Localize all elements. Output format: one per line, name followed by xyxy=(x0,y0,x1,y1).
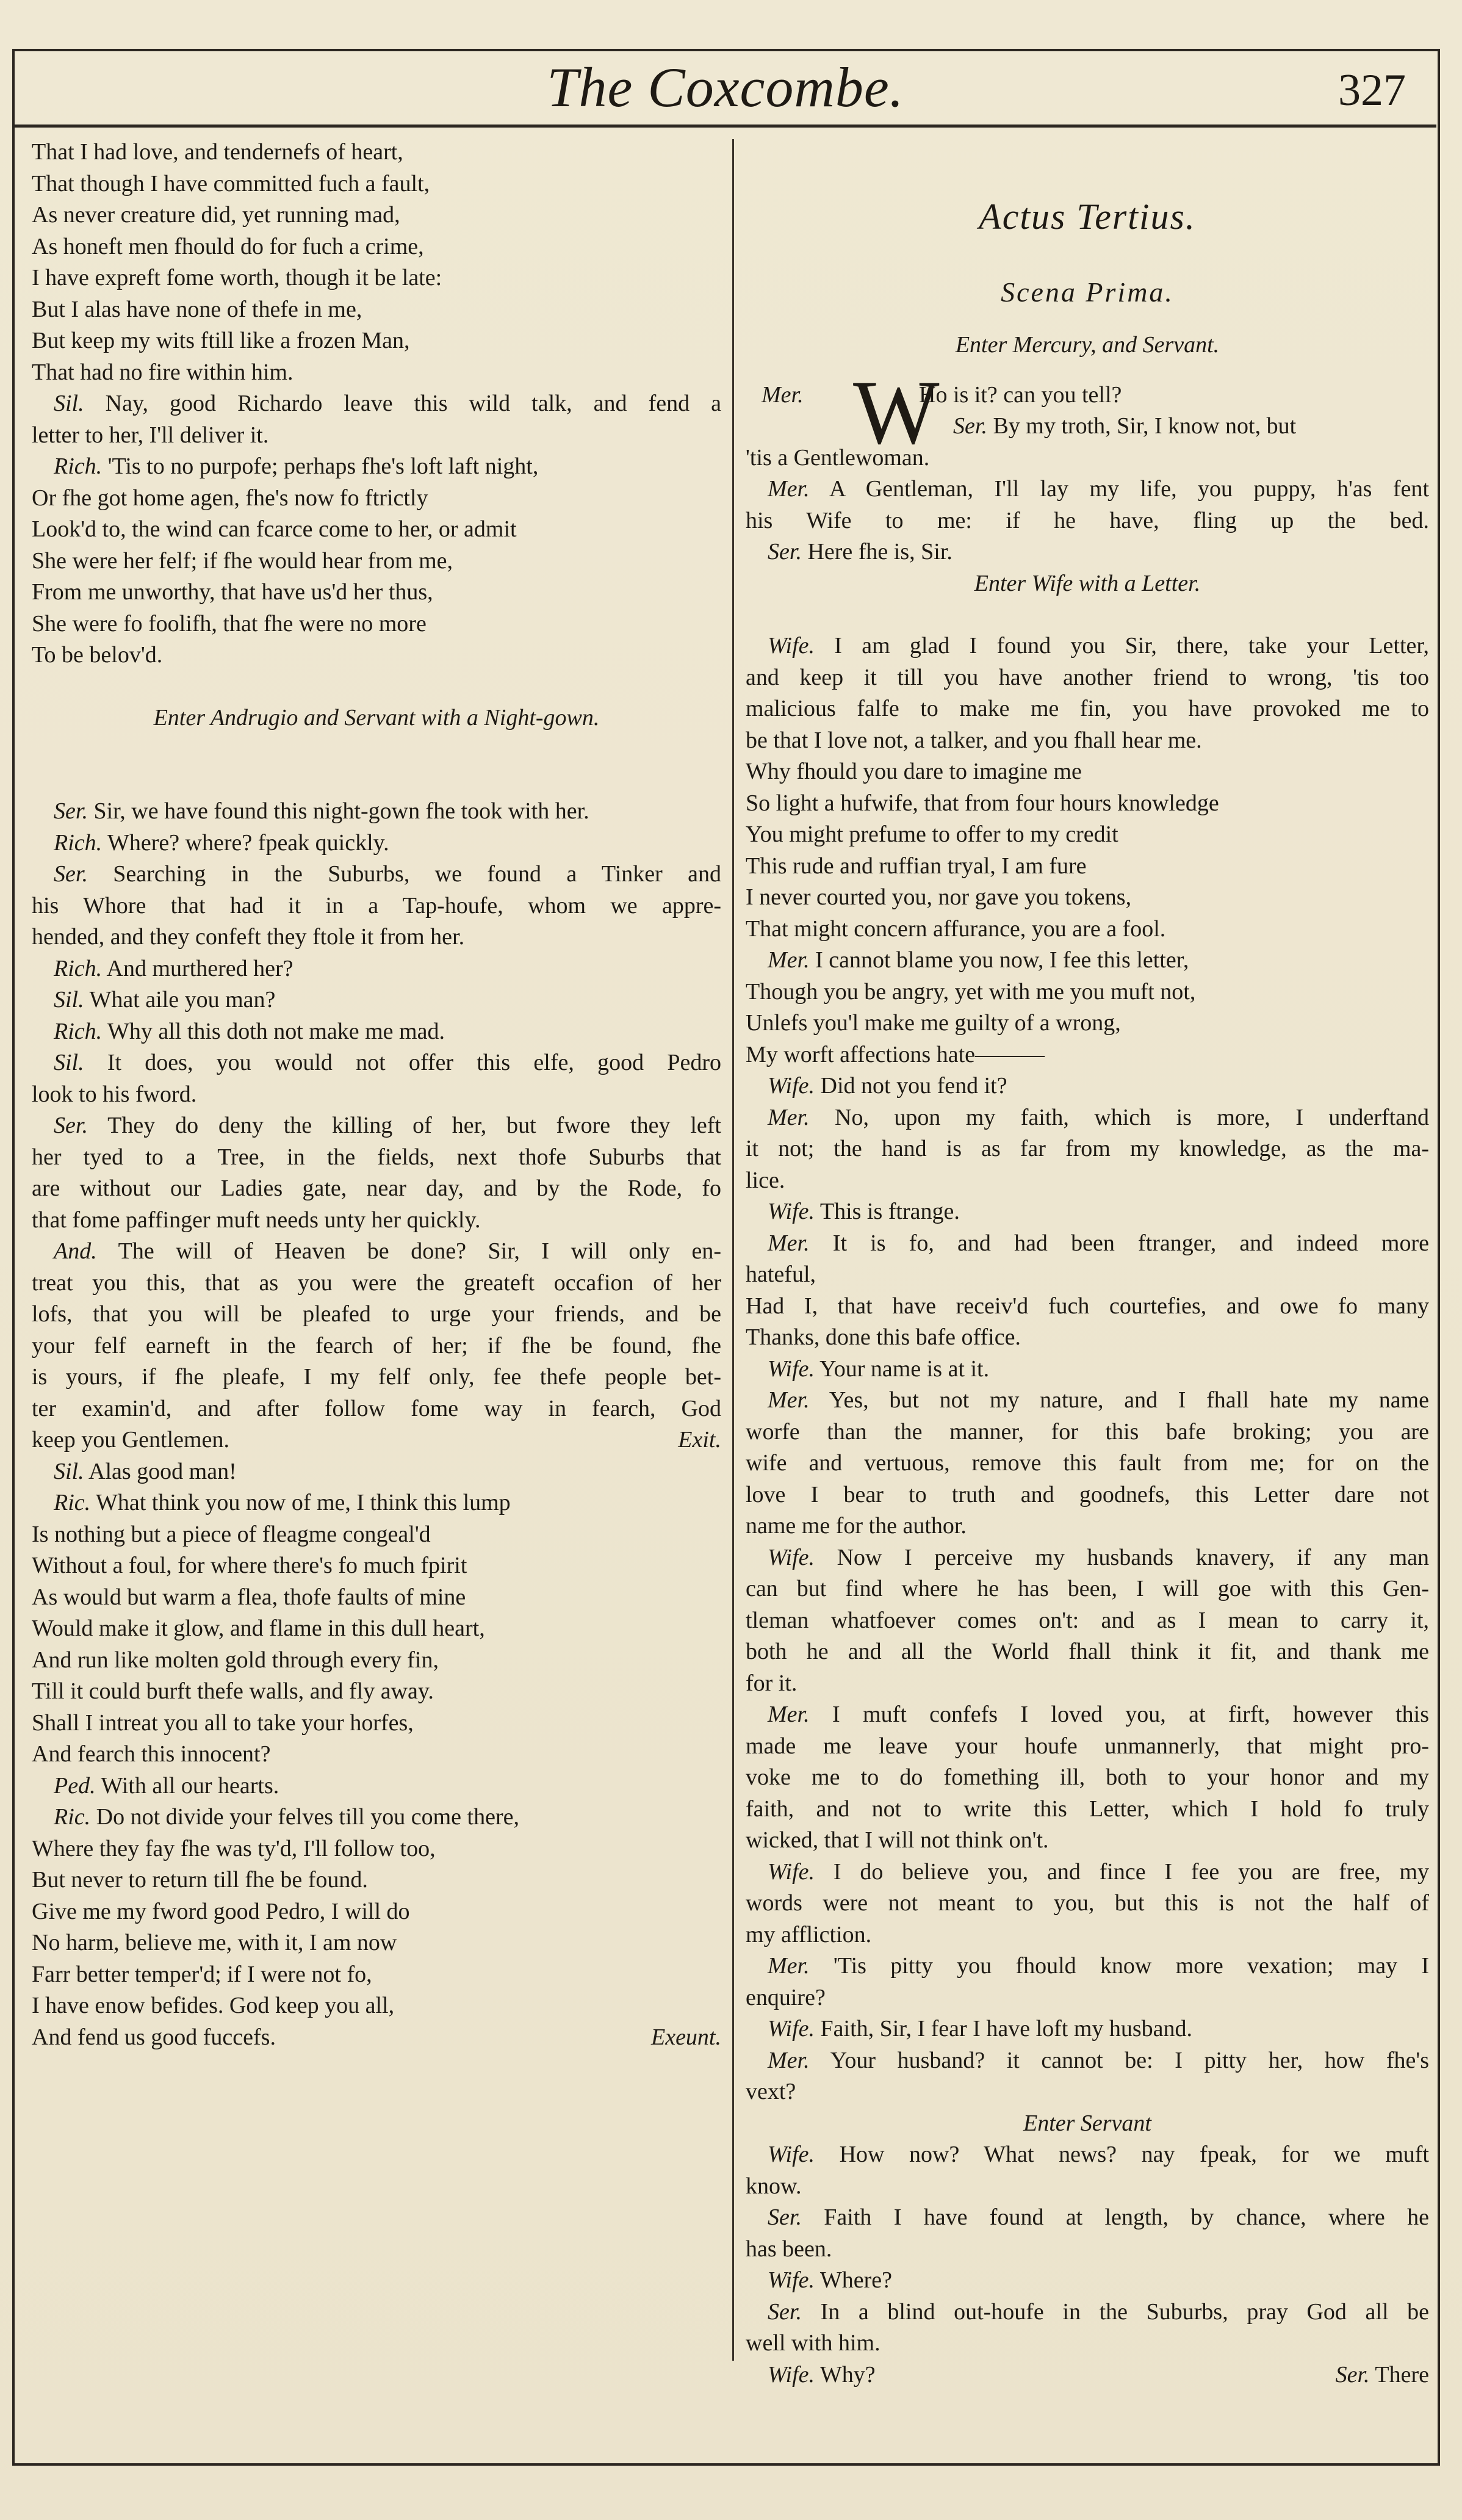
text-line xyxy=(746,1857,1429,1888)
text-line xyxy=(32,890,721,922)
text-line xyxy=(746,1919,1429,1951)
speech: Did not you fend it? xyxy=(820,1073,1007,1099)
act-heading: Actus Tertius. xyxy=(979,197,1196,237)
running-header xyxy=(15,51,1436,128)
speech: ter examin'd, and after follow fome way in fearch, God xyxy=(32,1395,721,1421)
drop-capital: W xyxy=(853,361,940,463)
text-line xyxy=(32,922,721,953)
text-line xyxy=(746,1542,1429,1574)
speech: As honeft men fhould do for fuch a crime, xyxy=(32,233,424,259)
speech: are without our Ladies gate, near day, and by the Rode, fo xyxy=(32,1175,721,1201)
text-line xyxy=(32,828,721,859)
speech: lofs, that you will be pleafed to urge your friends, and be xyxy=(32,1301,721,1327)
speech: As never creature did, yet running mad, xyxy=(32,202,400,228)
text-line xyxy=(746,1573,1429,1605)
text-line xyxy=(746,1070,1429,1102)
scene-heading: Scena Prima. xyxy=(1001,276,1174,308)
text-line xyxy=(746,1102,1429,1134)
speaker: Wife. xyxy=(768,2016,815,2042)
speech: lice. xyxy=(746,1167,785,1193)
speech: That might concern affurance, you are a fool. xyxy=(746,915,1166,942)
speech: I am glad I found you Sir, there, take your Letter, xyxy=(834,633,1429,659)
text-line xyxy=(746,1165,1429,1197)
text-line xyxy=(746,630,1429,662)
speech: name me for the author. xyxy=(746,1513,967,1539)
speech: What aile you man? xyxy=(89,987,276,1013)
text-line xyxy=(32,451,721,483)
text-line xyxy=(746,2076,1429,2108)
speaker: Wife. xyxy=(768,2361,815,2388)
text-line xyxy=(746,474,1429,505)
speech: voke me to do fomething ill, both to your honor and my xyxy=(746,1764,1429,1790)
text-line xyxy=(32,294,721,326)
text-line xyxy=(746,1699,1429,1731)
speech: I do believe you, and fince I fee you are free, my xyxy=(833,1858,1429,1885)
speech: To be belov'd. xyxy=(32,642,163,668)
speech: Farr better temper'd; if I were not fo, xyxy=(32,1961,372,1987)
text-line xyxy=(746,1825,1429,1857)
text-line xyxy=(32,1927,721,1959)
text-line xyxy=(32,1456,721,1488)
speaker: Mer. xyxy=(768,1387,810,1413)
text-line xyxy=(32,1079,721,1111)
text-line xyxy=(746,536,1429,568)
speech: has been. xyxy=(746,2236,832,2262)
text-line xyxy=(746,882,1429,914)
speech: wife and vertuous, remove this fault from me; for on the xyxy=(746,1450,1429,1476)
blank-line xyxy=(32,734,721,765)
speaker: Wife. xyxy=(768,1544,815,1570)
speech: Where they fay fhe was ty'd, I'll follow too, xyxy=(32,1835,436,1861)
speech: know. xyxy=(746,2173,802,2199)
text-line xyxy=(746,945,1429,977)
speech: My worft affections hate——— xyxy=(746,1041,1045,1067)
speech: Or fhe got home agen, fhe's now fo ftrictly xyxy=(32,485,428,511)
speech: Nay, good Richardo leave this wild talk, and fend a xyxy=(105,391,722,416)
text-line xyxy=(32,231,721,263)
speech: Give me my fword good Pedro, I will do xyxy=(32,1898,410,1924)
text-line xyxy=(32,420,721,452)
speech: worfe than the manner, for this bafe broking; you are xyxy=(746,1418,1429,1445)
text-line xyxy=(746,1636,1429,1668)
speech: keep you Gentlemen. xyxy=(32,1427,229,1453)
text-line xyxy=(32,388,721,420)
text-line xyxy=(746,914,1429,945)
speech: can but find where he has been, I will goe with this Gen- xyxy=(746,1576,1429,1601)
exit-direction: Exit. xyxy=(678,1427,721,1453)
text-line xyxy=(746,2265,1429,2297)
dropcap-line-1 xyxy=(762,380,804,411)
speech: It does, you would not offer this elfe, good Pedro xyxy=(107,1050,721,1075)
text-line xyxy=(746,1888,1429,1919)
text-line xyxy=(32,1582,721,1614)
text-line xyxy=(746,1951,1429,1982)
text-line xyxy=(32,1268,721,1299)
text-line xyxy=(746,1291,1429,1323)
text-line xyxy=(32,1833,721,1865)
text-line xyxy=(746,2139,1429,2171)
speaker: Mer. xyxy=(768,1702,810,1727)
blank-line xyxy=(32,765,721,796)
speaker: Mer. xyxy=(768,1104,810,1130)
text-line xyxy=(746,2359,1429,2391)
text-line xyxy=(32,1173,721,1205)
speech: Thanks, done this bafe office. xyxy=(746,1324,1021,1350)
text-line xyxy=(746,1385,1429,1417)
speaker: Ser. xyxy=(54,861,88,887)
column-rule xyxy=(732,139,734,2361)
text-line xyxy=(32,1645,721,1677)
speech: hended, and they confeft they ftole it from her. xyxy=(32,924,465,950)
speaker: Sil. xyxy=(54,391,84,416)
speaker: Wife. xyxy=(768,1858,815,1885)
speech: Where? where? fpeak quickly. xyxy=(107,829,389,856)
speaker: Ser. xyxy=(768,2298,802,2325)
text-line xyxy=(32,1424,721,1456)
text-line xyxy=(32,1236,721,1268)
text-line xyxy=(746,2234,1429,2265)
speech: be that I love not, a talker, and you fhall hear me. xyxy=(746,727,1202,753)
dropcap-line-1-text: Ho is it? can you tell? xyxy=(919,381,1122,408)
speech: What think you now of me, I think this lump xyxy=(95,1490,511,1515)
text-line xyxy=(746,1228,1429,1260)
speech: A Gentleman, I'll lay my life, you puppy, h'as fent xyxy=(829,476,1430,502)
text-line xyxy=(746,1731,1429,1763)
speech: Now I perceive my husbands knavery, if any man xyxy=(837,1544,1430,1570)
text-line xyxy=(32,608,721,640)
speech: Why? xyxy=(819,2361,876,2388)
speaker: Ser. xyxy=(54,1113,88,1138)
speech: both he and all the World fhall think it fit, and thank me xyxy=(746,1639,1429,1664)
speech: enquire? xyxy=(746,1984,826,2010)
speech: letter to her, I'll deliver it. xyxy=(32,422,269,448)
speech: But I alas have none of thefe in me, xyxy=(32,296,362,322)
speech: for it. xyxy=(746,1670,798,1696)
page-number: 327 xyxy=(1338,65,1406,115)
speech: Faith I have found at length, by chance, where he xyxy=(824,2204,1429,2230)
speaker: Ser. xyxy=(768,539,802,565)
text-line xyxy=(746,1417,1429,1448)
speech: treat you this, that as you were the greateft occafion of her xyxy=(32,1269,721,1296)
speech: is yours, if fhe pleafe, I my felf only, fee thefe people bet- xyxy=(32,1364,721,1390)
speech: She were her felf; if fhe would hear from me, xyxy=(32,547,453,574)
text-line xyxy=(32,953,721,985)
speech: Sir, we have found this night-gown fhe took with her. xyxy=(93,798,589,824)
speech: made me leave your houfe unmannerly, that might pro- xyxy=(746,1733,1429,1759)
speech: That I had love, and tendernefs of heart, xyxy=(32,139,403,165)
text-line xyxy=(746,1133,1429,1165)
right-column xyxy=(746,137,1429,2391)
speech: I have enow befides. God keep you all, xyxy=(32,1993,395,2018)
speaker: Mer. xyxy=(768,947,810,973)
speaker: Ser. xyxy=(768,2204,802,2230)
speaker: Rich. xyxy=(54,453,103,479)
stage-direction: Enter Mercury, and Servant. xyxy=(955,332,1220,358)
speech: his Wife to me: if he have, fling up the bed. xyxy=(746,507,1429,533)
speech: vext? xyxy=(746,2079,796,2104)
stage-direction: Enter Andrugio and Servant with a Night-gown. xyxy=(153,704,600,731)
speaker: And. xyxy=(54,1238,97,1264)
text-line xyxy=(32,1990,721,2022)
text-line xyxy=(32,1299,721,1330)
speech: She were fo foolifh, that fhe were no more xyxy=(32,610,427,637)
text-line xyxy=(746,1259,1429,1291)
speaker: Mer. xyxy=(768,2047,810,2073)
text-line xyxy=(32,1393,721,1425)
text-line xyxy=(746,725,1429,757)
speaker: Ric. xyxy=(54,1490,91,1515)
text-line xyxy=(32,1708,721,1739)
text-line xyxy=(32,325,721,357)
text-line xyxy=(746,2171,1429,2203)
speech: and keep it till you have another friend to wrong, 'tis too xyxy=(746,664,1429,690)
speech: No harm, believe me, with it, I am now xyxy=(32,1930,397,1955)
speech: Look'd to, the wind can fcarce come to her, or admit xyxy=(32,516,517,542)
speaker: Wife. xyxy=(768,2142,815,2167)
speaker: Rich. xyxy=(54,1018,103,1044)
speech: Had I, that have receiv'd fuch courtefies, and owe fo many xyxy=(746,1293,1429,1319)
speech: Why fhould you dare to imagine me xyxy=(746,759,1082,784)
text-line xyxy=(746,1511,1429,1542)
speech: Yes, but not my nature, and I fhall hate my name xyxy=(829,1387,1429,1413)
left-column xyxy=(32,137,721,2053)
speech: No, upon my faith, which is more, I underftand xyxy=(835,1104,1430,1130)
speaker: Ped. xyxy=(54,1772,96,1799)
speaker: Rich. xyxy=(54,829,103,856)
text-line xyxy=(746,2328,1429,2359)
speech: I have expreft fome worth, though it be late: xyxy=(32,265,442,291)
text-line xyxy=(746,662,1429,694)
speech: That though I have committed fuch a fault, xyxy=(32,170,430,197)
catchword xyxy=(1336,2359,1429,2391)
text-line xyxy=(746,1322,1429,1354)
text-line xyxy=(746,1354,1429,1385)
text-line xyxy=(32,1142,721,1174)
speech: Shall I intreat you all to take your horfes, xyxy=(32,1709,414,1736)
text-line xyxy=(32,1865,721,1896)
speech: But keep my wits ftill like a frozen Man, xyxy=(32,328,410,353)
blank-line xyxy=(746,599,1429,630)
text-line xyxy=(32,1550,721,1582)
speaker: Wife. xyxy=(768,1356,815,1382)
speaker: Sil. xyxy=(54,1050,84,1075)
speaker: Mer. xyxy=(762,381,804,408)
text-line xyxy=(32,984,721,1016)
text-line xyxy=(32,483,721,514)
dropcap-line-2 xyxy=(953,411,1296,442)
text-line xyxy=(32,577,721,608)
speech: his Whore that had it in a Tap-houfe, whom we appre- xyxy=(32,892,721,919)
text-line xyxy=(746,442,1429,474)
speech: that fome paffinger muft needs unty her quickly. xyxy=(32,1207,481,1233)
speech: And fearch this innocent? xyxy=(32,1741,271,1767)
text-line xyxy=(746,2202,1429,2234)
text-line xyxy=(32,1802,721,1833)
speech: words were not meant to you, but this is not the half of xyxy=(746,1890,1429,1916)
text-line xyxy=(32,168,721,200)
speech: 'Tis to no purpofe; perhaps fhe's loft laft night, xyxy=(107,453,539,479)
speaker: Ser. xyxy=(953,413,987,439)
speaker: Mer. xyxy=(768,476,810,502)
speaker: Ric. xyxy=(54,1804,91,1830)
speech: well with him. xyxy=(746,2330,880,2356)
text-line xyxy=(746,788,1429,820)
speech: faith, and not to write this Letter, which I hold fo truly xyxy=(746,1796,1429,1822)
speech: look to his fword. xyxy=(32,1081,197,1107)
speech: The will of Heaven be done? Sir, I will only en- xyxy=(118,1238,721,1264)
speech: tleman whatfoever comes on't: and as I mean to carry it, xyxy=(746,1607,1429,1633)
speech: Faith, Sir, I fear I have loft my husband. xyxy=(820,2016,1193,2042)
speech: In a blind out-houfe in the Suburbs, pray God all be xyxy=(820,2298,1429,2325)
speaker: Sil. xyxy=(54,987,84,1013)
text-line xyxy=(32,2022,721,2054)
blank-line xyxy=(32,671,721,702)
speech: Searching in the Suburbs, we found a Tinker and xyxy=(113,861,721,887)
speech: This is ftrange. xyxy=(819,1199,960,1224)
text-line xyxy=(746,1668,1429,1700)
speaker: Wife. xyxy=(768,633,815,659)
speech: 'Tis pitty you fhould know more vexation; may I xyxy=(833,1953,1430,1979)
speech: By my troth, Sir, I know not, but xyxy=(993,413,1297,439)
text-line xyxy=(746,1448,1429,1479)
text-line xyxy=(746,505,1429,537)
speaker: Wife. xyxy=(768,1199,815,1224)
speech: Till it could burft thefe walls, and fly away. xyxy=(32,1678,434,1704)
exit-direction: Exeunt. xyxy=(650,2024,721,2050)
text-line xyxy=(746,2045,1429,2077)
text-line xyxy=(32,137,721,168)
text-line xyxy=(746,1008,1429,1039)
speaker: Wife. xyxy=(768,1073,815,1099)
text-line xyxy=(32,1613,721,1645)
speaker: Rich. xyxy=(54,955,103,981)
text-line xyxy=(32,200,721,231)
text-line xyxy=(746,1762,1429,1794)
speech: it not; the hand is as far from my knowledge, as the ma- xyxy=(746,1136,1429,1161)
speech: Why all this doth not make me mad. xyxy=(107,1018,445,1044)
speech: But never to return till fhe be found. xyxy=(32,1867,368,1893)
text-line xyxy=(32,640,721,671)
text-line xyxy=(746,693,1429,725)
speaker: Wife. xyxy=(768,2267,815,2293)
text-line xyxy=(746,819,1429,851)
speech: So light a hufwife, that from four hours knowledge xyxy=(746,790,1219,816)
text-line xyxy=(746,756,1429,788)
speech: love I bear to truth and goodnefs, this Letter dare not xyxy=(746,1481,1429,1507)
text-line xyxy=(32,796,721,828)
text-line xyxy=(32,1739,721,1771)
text-line xyxy=(32,1047,721,1079)
text-line xyxy=(32,262,721,294)
text-line xyxy=(32,859,721,890)
running-title: The Coxcombe. xyxy=(547,56,904,118)
speech: Your husband? it cannot be: I pitty her, how fhe's xyxy=(830,2047,1429,2073)
text-line xyxy=(32,1487,721,1519)
speech: Where? xyxy=(819,2267,892,2293)
speech: Though you be angry, yet with me you muft not, xyxy=(746,978,1196,1005)
speech: Here fhe is, Sir. xyxy=(807,539,952,565)
text-line xyxy=(746,1039,1429,1071)
right-column-text xyxy=(746,442,1429,2391)
text-line xyxy=(746,1196,1429,1228)
text-line xyxy=(32,357,721,389)
speech: How now? What news? nay fpeak, for we muft xyxy=(839,2142,1429,2167)
text-line xyxy=(32,1110,721,1142)
speech: 'tis a Gentlewoman. xyxy=(746,444,930,471)
speech: Do not divide your felves till you come there, xyxy=(96,1804,519,1830)
speech: Without a foul, for where there's fo much fpirit xyxy=(32,1553,467,1578)
text-line xyxy=(32,1362,721,1393)
speech: wicked, that I will not think on't. xyxy=(746,1827,1049,1853)
speech: Would make it glow, and flame in this dull heart, xyxy=(32,1616,485,1641)
speech: As would but warm a flea, thofe faults of mine xyxy=(32,1584,466,1610)
text-line xyxy=(32,1959,721,1991)
text-line xyxy=(746,1794,1429,1825)
text-line xyxy=(746,1605,1429,1637)
text-line xyxy=(32,1330,721,1362)
text-line xyxy=(32,1771,721,1802)
speech: your felf earneft in the fearch of her; if fhe be found, fhe xyxy=(32,1332,721,1359)
speech: malicious falfe to make me fin, you have provoked me to xyxy=(746,696,1429,721)
text-line xyxy=(746,1982,1429,2014)
text-line xyxy=(746,2013,1429,2045)
speech: From me unworthy, that have us'd her thus, xyxy=(32,579,433,605)
catchword-text: There xyxy=(1375,2361,1429,2388)
speaker: Ser. xyxy=(54,798,88,824)
text-line xyxy=(32,1676,721,1708)
text-line xyxy=(32,1016,721,1048)
speech: That had no fire within him. xyxy=(32,359,293,385)
speech: hateful, xyxy=(746,1262,816,1287)
speaker: Sil. xyxy=(54,1458,84,1484)
stage-direction: Enter Servant xyxy=(1023,2110,1151,2136)
speech: They do deny the killing of her, but fwore they left xyxy=(107,1113,721,1138)
speech: I never courted you, nor gave you tokens, xyxy=(746,884,1132,910)
speech: This rude and ruffian tryal, I am fure xyxy=(746,853,1087,879)
speech: her tyed to a Tree, in the fields, next thofe Suburbs that xyxy=(32,1144,721,1170)
speech: Is nothing but a piece of fleagme congeal'd xyxy=(32,1521,431,1547)
text-line xyxy=(746,1479,1429,1511)
speech: And fend us good fuccefs. xyxy=(32,2024,276,2050)
speech: And murthered her? xyxy=(106,955,293,981)
text-line xyxy=(746,2297,1429,2328)
text-line xyxy=(32,1519,721,1551)
speaker: Ser. xyxy=(1335,2361,1370,2388)
text-line xyxy=(32,514,721,546)
speech: Your name is at it. xyxy=(819,1356,990,1382)
text-line xyxy=(746,851,1429,883)
speech: Unlefs you'l make me guilty of a wrong, xyxy=(746,1010,1121,1036)
text-line xyxy=(32,1896,721,1928)
speech: It is fo, and had been ftranger, and indeed more xyxy=(832,1230,1430,1256)
speech: With all our hearts. xyxy=(101,1772,279,1799)
speech: my affliction. xyxy=(746,1921,872,1948)
speech: I muft confefs I loved you, at firft, however this xyxy=(832,1702,1429,1727)
speaker: Mer. xyxy=(768,1230,810,1256)
text-line xyxy=(32,1205,721,1237)
speaker: Mer. xyxy=(768,1953,810,1979)
text-line xyxy=(32,546,721,577)
text-line xyxy=(746,977,1429,1008)
speech: You might prefume to offer to my credit xyxy=(746,821,1118,847)
speech: Alas good man! xyxy=(88,1458,237,1484)
speech: I cannot blame you now, I fee this letter, xyxy=(815,947,1189,973)
speech: And run like molten gold through every fin, xyxy=(32,1647,439,1673)
stage-direction: Enter Wife with a Letter. xyxy=(974,570,1201,596)
